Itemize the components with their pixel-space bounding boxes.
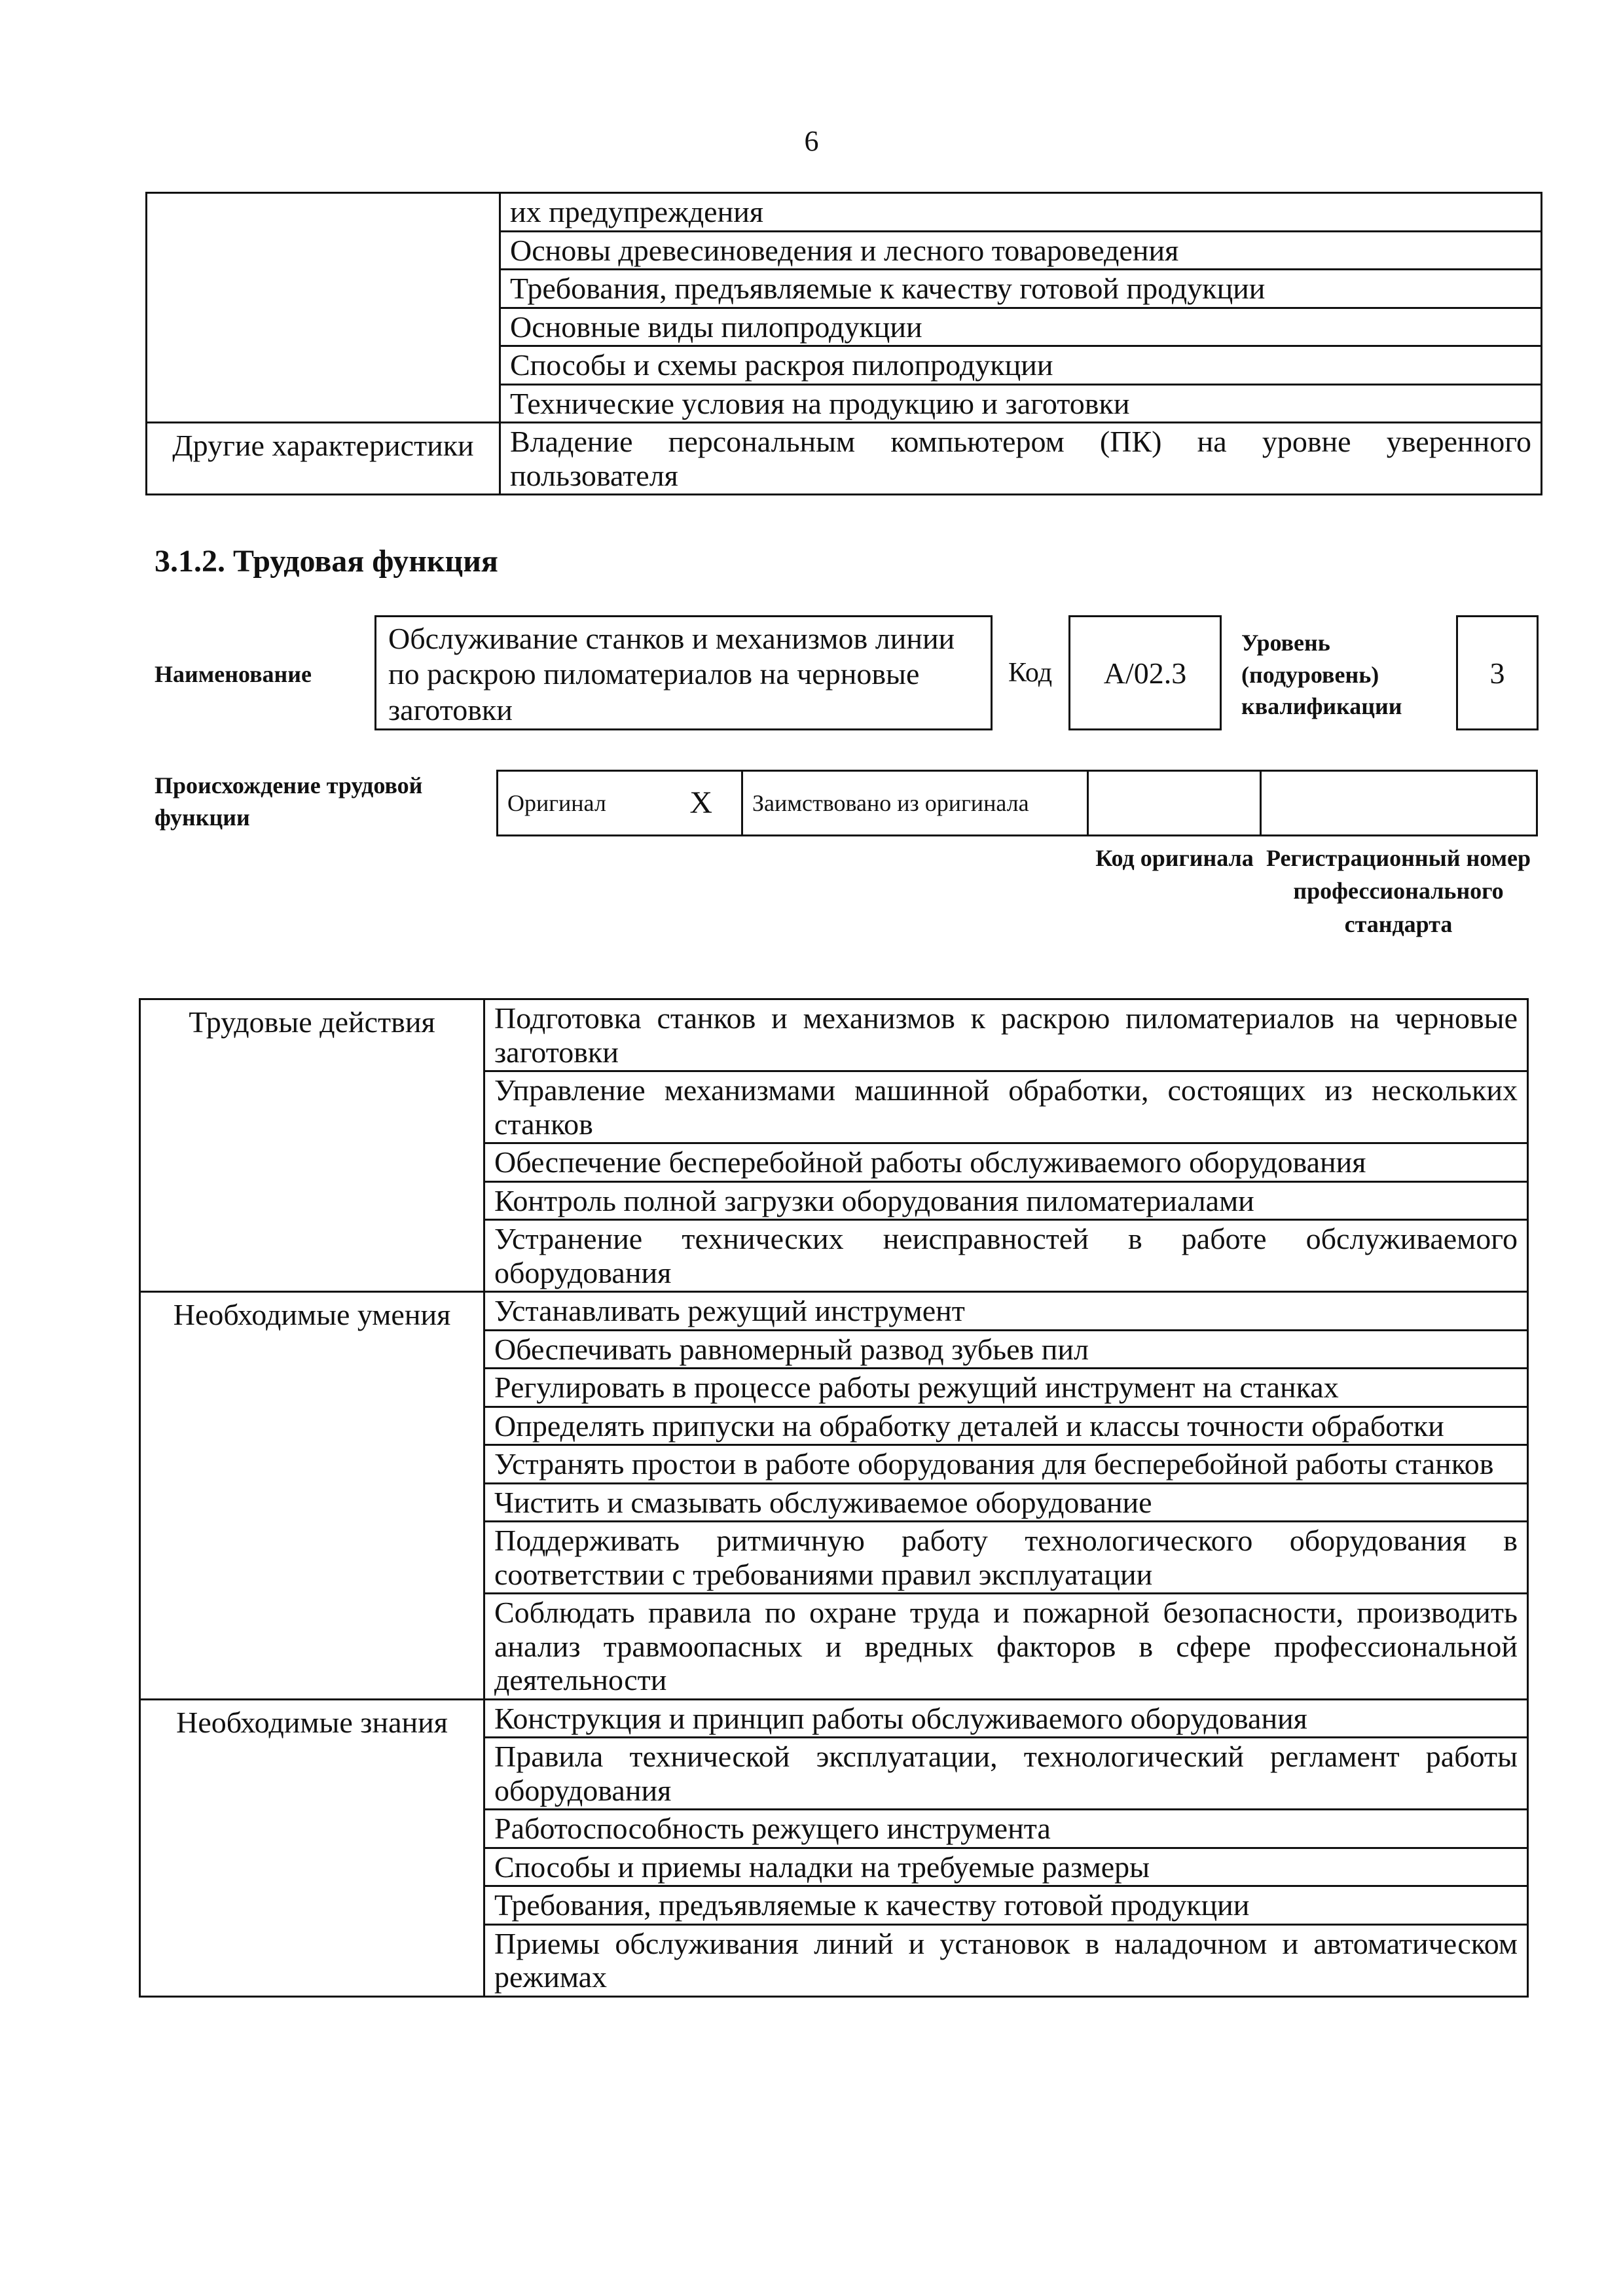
function-name-box: Обслуживание станков и механизмов линии по раскрою пиломатериалов на черновые заготовки (374, 615, 993, 730)
knowledge-item: Основы древесиноведения и лесного товароведения (500, 231, 1542, 270)
labor-actions-label: Трудовые действия (140, 999, 484, 1292)
level-label: Уровень (подуровень) квалификации (1241, 630, 1402, 720)
function-code-box: А/02.3 (1068, 615, 1222, 730)
table-row (140, 999, 1528, 1071)
knowledge-item: Требования, предъявляемые к качеству готовой продукции (484, 1886, 1528, 1925)
knowledge-continuation-table (145, 192, 1542, 495)
table-row (498, 771, 1537, 836)
knowledge-item: Работоспособность режущего инструмента (484, 1810, 1528, 1848)
table-row (140, 1292, 1528, 1331)
skill-item: Чистить и смазывать обслуживаемое оборудование (484, 1483, 1528, 1522)
labor-action-item: Подготовка станков и механизмов к раскрою пиломатериалов на черновые заготовки (484, 999, 1528, 1071)
table-row (147, 193, 1542, 232)
labor-action-item: Обеспечение бесперебойной работы обслуживаемого оборудования (484, 1143, 1528, 1182)
name-label: Наименование (155, 661, 312, 687)
original-mark: X (661, 771, 742, 836)
section-heading: 3.1.2. Трудовая функция (155, 544, 498, 579)
labor-action-item: Устранение технических неисправностей в работе обслуживаемого оборудования (484, 1220, 1528, 1292)
knowledge-item: Технические условия на продукцию и заготовки (500, 384, 1542, 423)
knowledge-item: Способы и приемы наладки на требуемые размеры (484, 1848, 1528, 1886)
table-row (147, 423, 1542, 495)
original-label: Оригинал (498, 771, 661, 836)
required-skills-label: Необходимые умения (140, 1292, 484, 1700)
required-knowledge-label: Необходимые знания (140, 1699, 484, 1996)
skill-item: Устанавливать режущий инструмент (484, 1292, 1528, 1331)
original-code-cell (1088, 771, 1261, 836)
knowledge-item: Приемы обслуживания линий и установок в наладочном и автоматическом режимах (484, 1924, 1528, 1996)
knowledge-item: Правила технической эксплуатации, технологический регламент работы оборудования (484, 1738, 1528, 1810)
original-code-caption: Код оригинала (1095, 845, 1254, 871)
skill-item: Обеспечивать равномерный развод зубьев пил (484, 1330, 1528, 1369)
code-label: Код (1008, 658, 1053, 688)
skill-item: Поддерживать ритмичную работу технологического оборудования в соответствии с требованиями правил эксплуатации (484, 1522, 1528, 1594)
other-characteristics-label: Другие характеристики (147, 423, 500, 495)
skill-item: Определять припуски на обработку деталей и классы точности обработки (484, 1407, 1528, 1445)
labor-function-table (139, 998, 1529, 1998)
table-row (140, 1699, 1528, 1738)
labor-action-item: Контроль полной загрузки оборудования пиломатериалами (484, 1181, 1528, 1220)
knowledge-item: их предупреждения (500, 193, 1542, 232)
empty-label-cell (147, 193, 500, 423)
skill-item: Регулировать в процессе работы режущий инструмент на станках (484, 1369, 1528, 1407)
registration-number-caption: Регистрационный номер профессионального стандарта (1266, 845, 1531, 937)
registration-number-cell (1261, 771, 1537, 836)
knowledge-item: Конструкция и принцип работы обслуживаемого оборудования (484, 1699, 1528, 1738)
level-value-box: 3 (1456, 615, 1539, 730)
skill-item: Устранять простои в работе оборудования для бесперебойной работы станков (484, 1445, 1528, 1484)
borrowed-label: Заимствовано из оригинала (742, 771, 1088, 836)
other-characteristics-value: Владение персональным компьютером (ПК) на уровне уверенного пользователя (500, 423, 1542, 495)
labor-action-item: Управление механизмами машинной обработки, состоящих из нескольких станков (484, 1071, 1528, 1143)
knowledge-item: Требования, предъявляемые к качеству готовой продукции (500, 270, 1542, 308)
knowledge-item: Способы и схемы раскроя пилопродукции (500, 346, 1542, 385)
skill-item: Соблюдать правила по охране труда и пожарной безопасности, производить анализ травмоопасных и вредных факторов в сфере профессиональной деятельности (484, 1594, 1528, 1700)
origin-label: Происхождение трудовой функции (155, 772, 423, 831)
page-number: 6 (804, 125, 819, 157)
origin-table (496, 770, 1538, 836)
knowledge-item: Основные виды пилопродукции (500, 308, 1542, 346)
